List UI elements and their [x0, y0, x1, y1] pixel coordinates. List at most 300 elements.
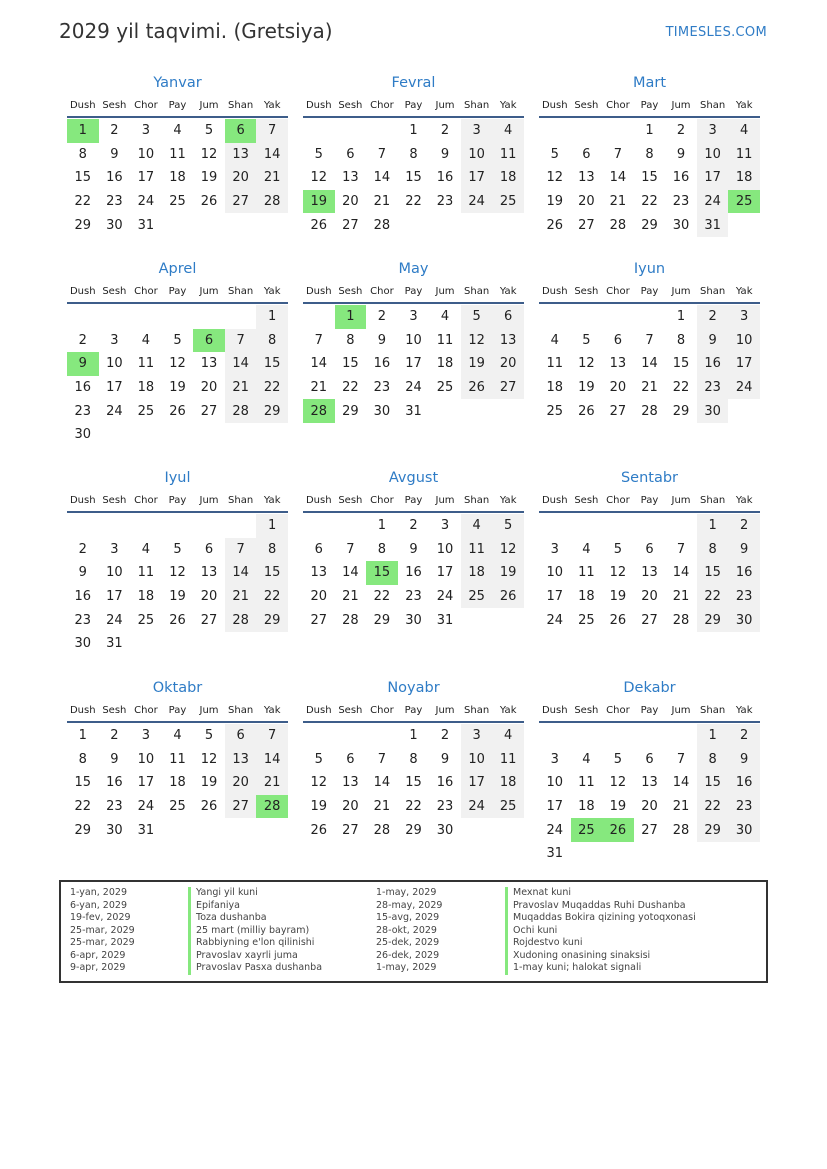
day-cell[interactable]: 2 [440, 728, 450, 744]
day-cell[interactable]: 23 [697, 376, 729, 400]
day-cell[interactable]: 27 [200, 612, 218, 628]
day-cell[interactable]: 1 [645, 123, 654, 139]
day-cell[interactable]: 11 [169, 751, 186, 767]
day-cell[interactable]: 9 [67, 352, 99, 376]
day-cell[interactable]: 31 [405, 403, 422, 419]
day-cell[interactable]: 15 [366, 561, 398, 585]
day-cell[interactable]: 7 [377, 146, 387, 162]
day-cell[interactable]: 10 [728, 329, 760, 353]
day-cell[interactable]: 2 [377, 309, 387, 325]
day-cell[interactable]: 24 [137, 194, 155, 210]
day-cell[interactable]: 8 [346, 332, 355, 348]
day-cell[interactable]: 20 [492, 352, 524, 376]
day-cell[interactable]: 30 [728, 818, 760, 842]
day-cell[interactable]: 3 [550, 541, 559, 557]
day-cell[interactable]: 11 [461, 538, 493, 562]
day-cell[interactable]: 16 [373, 356, 391, 372]
day-cell[interactable]: 28 [342, 612, 359, 628]
day-cell[interactable]: 14 [342, 565, 359, 581]
day-cell[interactable]: 19 [310, 799, 328, 815]
day-cell[interactable]: 11 [492, 748, 524, 772]
day-cell[interactable]: 30 [405, 612, 422, 628]
day-cell[interactable]: 13 [342, 775, 359, 791]
day-cell[interactable]: 17 [546, 589, 564, 605]
day-cell[interactable]: 16 [106, 775, 123, 791]
day-cell[interactable]: 31 [106, 636, 123, 652]
day-cell[interactable]: 25 [728, 190, 760, 214]
day-cell[interactable]: 29 [697, 608, 729, 632]
day-cell[interactable]: 4 [141, 332, 151, 348]
day-cell[interactable]: 22 [74, 194, 92, 210]
day-cell[interactable]: 15 [697, 561, 729, 585]
day-cell[interactable]: 26 [461, 376, 493, 400]
day-cell[interactable]: 17 [106, 589, 123, 605]
day-cell[interactable]: 7 [314, 332, 323, 348]
day-cell[interactable]: 16 [728, 561, 760, 585]
day-cell[interactable]: 16 [672, 170, 690, 186]
day-cell[interactable]: 3 [461, 119, 493, 143]
day-cell[interactable]: 26 [200, 799, 218, 815]
day-cell[interactable]: 14 [672, 775, 690, 791]
day-cell[interactable]: 6 [582, 146, 591, 162]
day-cell[interactable]: 30 [106, 217, 123, 233]
day-cell[interactable]: 6 [645, 541, 654, 557]
day-cell[interactable]: 7 [225, 329, 257, 353]
day-cell[interactable]: 19 [303, 190, 335, 214]
day-cell[interactable]: 28 [256, 190, 288, 214]
day-cell[interactable]: 9 [78, 565, 87, 581]
day-cell[interactable]: 26 [310, 822, 328, 838]
day-cell[interactable]: 23 [405, 589, 422, 605]
day-cell[interactable]: 13 [492, 329, 524, 353]
day-cell[interactable]: 23 [728, 585, 760, 609]
day-cell[interactable]: 23 [74, 612, 92, 628]
day-cell[interactable]: 30 [672, 217, 690, 233]
day-cell[interactable]: 13 [578, 170, 595, 186]
day-cell[interactable]: 24 [546, 612, 564, 628]
day-cell[interactable]: 28 [225, 399, 257, 423]
day-cell[interactable]: 26 [492, 585, 524, 609]
day-cell[interactable]: 9 [409, 541, 418, 557]
day-cell[interactable]: 12 [546, 170, 564, 186]
day-cell[interactable]: 12 [169, 565, 186, 581]
day-cell[interactable]: 13 [342, 170, 359, 186]
day-cell[interactable]: 5 [314, 751, 323, 767]
day-cell[interactable]: 27 [641, 822, 658, 838]
day-cell[interactable]: 10 [461, 748, 493, 772]
day-cell[interactable]: 2 [728, 724, 760, 748]
day-cell[interactable]: 18 [137, 589, 155, 605]
day-cell[interactable]: 10 [106, 565, 123, 581]
day-cell[interactable]: 5 [461, 305, 493, 329]
day-cell[interactable]: 18 [492, 771, 524, 795]
day-cell[interactable]: 25 [169, 194, 186, 210]
day-cell[interactable]: 4 [550, 332, 559, 348]
day-cell[interactable]: 30 [373, 403, 391, 419]
day-cell[interactable]: 27 [492, 376, 524, 400]
day-cell[interactable]: 8 [78, 146, 87, 162]
day-cell[interactable]: 22 [405, 194, 422, 210]
day-cell[interactable]: 8 [256, 329, 288, 353]
day-cell[interactable]: 30 [74, 636, 92, 652]
day-cell[interactable]: 16 [106, 170, 123, 186]
day-cell[interactable]: 12 [492, 538, 524, 562]
day-cell[interactable]: 26 [609, 612, 627, 628]
day-cell[interactable]: 2 [440, 123, 450, 139]
day-cell[interactable]: 8 [676, 332, 686, 348]
day-cell[interactable]: 11 [137, 356, 155, 372]
day-cell[interactable]: 13 [641, 775, 658, 791]
day-cell[interactable]: 4 [582, 541, 591, 557]
day-cell[interactable]: 5 [550, 146, 559, 162]
day-cell[interactable]: 26 [310, 217, 328, 233]
day-cell[interactable]: 30 [436, 822, 454, 838]
day-cell[interactable]: 8 [78, 751, 87, 767]
day-cell[interactable]: 15 [405, 775, 422, 791]
day-cell[interactable]: 10 [106, 356, 123, 372]
day-cell[interactable]: 1 [256, 514, 288, 538]
day-cell[interactable]: 5 [204, 123, 214, 139]
day-cell[interactable]: 22 [256, 585, 288, 609]
day-cell[interactable]: 21 [672, 799, 690, 815]
day-cell[interactable]: 26 [169, 612, 186, 628]
day-cell[interactable]: 16 [728, 771, 760, 795]
day-cell[interactable]: 16 [74, 380, 92, 396]
day-cell[interactable]: 31 [137, 217, 155, 233]
day-cell[interactable]: 6 [613, 332, 623, 348]
day-cell[interactable]: 25 [546, 403, 564, 419]
day-cell[interactable]: 12 [609, 775, 627, 791]
day-cell[interactable]: 7 [346, 541, 355, 557]
day-cell[interactable]: 12 [578, 356, 595, 372]
day-cell[interactable]: 4 [582, 751, 591, 767]
day-cell[interactable]: 1 [409, 123, 418, 139]
day-cell[interactable]: 28 [373, 217, 391, 233]
day-cell[interactable]: 24 [436, 589, 454, 605]
day-cell[interactable]: 12 [169, 356, 186, 372]
day-cell[interactable]: 13 [225, 748, 257, 772]
day-cell[interactable]: 1 [78, 728, 87, 744]
day-cell[interactable]: 25 [137, 403, 155, 419]
day-cell[interactable]: 21 [672, 589, 690, 605]
day-cell[interactable]: 17 [436, 565, 454, 581]
day-cell[interactable]: 14 [225, 352, 257, 376]
day-cell[interactable]: 3 [550, 751, 559, 767]
day-cell[interactable]: 18 [546, 380, 564, 396]
day-cell[interactable]: 10 [405, 332, 422, 348]
day-cell[interactable]: 20 [641, 589, 658, 605]
day-cell[interactable]: 28 [641, 403, 658, 419]
day-cell[interactable]: 6 [225, 724, 257, 748]
day-cell[interactable]: 13 [641, 565, 658, 581]
day-cell[interactable]: 21 [373, 799, 391, 815]
day-cell[interactable]: 21 [310, 380, 328, 396]
day-cell[interactable]: 22 [672, 380, 690, 396]
day-cell[interactable]: 29 [641, 217, 658, 233]
day-cell[interactable]: 25 [578, 612, 595, 628]
day-cell[interactable]: 13 [609, 356, 627, 372]
day-cell[interactable]: 16 [697, 352, 729, 376]
day-cell[interactable]: 17 [137, 170, 155, 186]
day-cell[interactable]: 17 [405, 356, 422, 372]
day-cell[interactable]: 16 [405, 565, 422, 581]
day-cell[interactable]: 30 [697, 399, 729, 423]
day-cell[interactable]: 21 [342, 589, 359, 605]
day-cell[interactable]: 28 [225, 608, 257, 632]
day-cell[interactable]: 14 [225, 561, 257, 585]
day-cell[interactable]: 17 [461, 166, 493, 190]
day-cell[interactable]: 9 [110, 146, 119, 162]
day-cell[interactable]: 10 [137, 751, 155, 767]
day-cell[interactable]: 24 [546, 822, 564, 838]
day-cell[interactable]: 19 [200, 170, 218, 186]
day-cell[interactable]: 16 [436, 775, 454, 791]
day-cell[interactable]: 26 [578, 403, 595, 419]
day-cell[interactable]: 23 [436, 799, 454, 815]
day-cell[interactable]: 5 [492, 514, 524, 538]
day-cell[interactable]: 26 [169, 403, 186, 419]
day-cell[interactable]: 5 [613, 751, 623, 767]
day-cell[interactable]: 4 [173, 728, 182, 744]
day-cell[interactable]: 2 [78, 332, 87, 348]
day-cell[interactable]: 28 [303, 399, 335, 423]
day-cell[interactable]: 17 [137, 775, 155, 791]
day-cell[interactable]: 12 [461, 329, 493, 353]
day-cell[interactable]: 11 [546, 356, 564, 372]
day-cell[interactable]: 20 [225, 166, 257, 190]
day-cell[interactable]: 10 [697, 143, 729, 167]
day-cell[interactable]: 13 [310, 565, 328, 581]
day-cell[interactable]: 29 [256, 399, 288, 423]
day-cell[interactable]: 24 [106, 612, 123, 628]
day-cell[interactable]: 22 [697, 795, 729, 819]
day-cell[interactable]: 18 [578, 799, 595, 815]
day-cell[interactable]: 20 [342, 194, 359, 210]
day-cell[interactable]: 25 [492, 795, 524, 819]
day-cell[interactable]: 9 [697, 329, 729, 353]
day-cell[interactable]: 9 [728, 748, 760, 772]
day-cell[interactable]: 20 [641, 799, 658, 815]
day-cell[interactable]: 19 [169, 589, 186, 605]
day-cell[interactable]: 17 [697, 166, 729, 190]
day-cell[interactable]: 3 [110, 541, 119, 557]
day-cell[interactable]: 22 [74, 799, 92, 815]
day-cell[interactable]: 29 [74, 217, 92, 233]
day-cell[interactable]: 15 [74, 775, 92, 791]
day-cell[interactable]: 7 [225, 538, 257, 562]
day-cell[interactable]: 22 [405, 799, 422, 815]
day-cell[interactable]: 24 [137, 799, 155, 815]
day-cell[interactable]: 20 [225, 771, 257, 795]
day-cell[interactable]: 16 [436, 170, 454, 186]
day-cell[interactable]: 11 [578, 775, 595, 791]
day-cell[interactable]: 1 [697, 724, 729, 748]
day-cell[interactable]: 15 [342, 356, 359, 372]
day-cell[interactable]: 20 [200, 380, 218, 396]
day-cell[interactable]: 2 [110, 123, 119, 139]
day-cell[interactable]: 24 [405, 380, 422, 396]
day-cell[interactable]: 15 [74, 170, 92, 186]
day-cell[interactable]: 23 [106, 194, 123, 210]
day-cell[interactable]: 19 [461, 352, 493, 376]
day-cell[interactable]: 27 [609, 403, 627, 419]
day-cell[interactable]: 2 [728, 514, 760, 538]
day-cell[interactable]: 21 [256, 771, 288, 795]
day-cell[interactable]: 21 [609, 194, 627, 210]
day-cell[interactable]: 29 [74, 822, 92, 838]
day-cell[interactable]: 11 [578, 565, 595, 581]
day-cell[interactable]: 27 [641, 612, 658, 628]
day-cell[interactable]: 8 [377, 541, 387, 557]
day-cell[interactable]: 23 [672, 194, 690, 210]
day-cell[interactable]: 24 [461, 190, 493, 214]
day-cell[interactable]: 26 [602, 818, 634, 842]
day-cell[interactable]: 31 [436, 612, 454, 628]
day-cell[interactable]: 18 [169, 170, 186, 186]
day-cell[interactable]: 10 [436, 541, 454, 557]
day-cell[interactable]: 20 [342, 799, 359, 815]
day-cell[interactable]: 7 [645, 332, 654, 348]
day-cell[interactable]: 7 [676, 751, 686, 767]
day-cell[interactable]: 8 [697, 748, 729, 772]
day-cell[interactable]: 14 [256, 748, 288, 772]
day-cell[interactable]: 9 [377, 332, 387, 348]
day-cell[interactable]: 2 [676, 123, 686, 139]
day-cell[interactable]: 18 [137, 380, 155, 396]
day-cell[interactable]: 27 [200, 403, 218, 419]
day-cell[interactable]: 28 [672, 822, 690, 838]
day-cell[interactable]: 18 [578, 589, 595, 605]
day-cell[interactable]: 27 [225, 795, 257, 819]
day-cell[interactable]: 18 [492, 166, 524, 190]
day-cell[interactable]: 28 [256, 795, 288, 819]
day-cell[interactable]: 13 [200, 356, 218, 372]
day-cell[interactable]: 7 [256, 119, 288, 143]
day-cell[interactable]: 20 [310, 589, 328, 605]
day-cell[interactable]: 4 [440, 309, 450, 325]
day-cell[interactable]: 26 [546, 217, 564, 233]
day-cell[interactable]: 5 [173, 332, 182, 348]
day-cell[interactable]: 5 [613, 541, 623, 557]
day-cell[interactable]: 3 [440, 518, 450, 534]
day-cell[interactable]: 22 [373, 589, 391, 605]
day-cell[interactable]: 21 [225, 376, 257, 400]
day-cell[interactable]: 19 [609, 799, 627, 815]
day-cell[interactable]: 12 [310, 775, 328, 791]
day-cell[interactable]: 30 [74, 427, 92, 443]
day-cell[interactable]: 19 [169, 380, 186, 396]
day-cell[interactable]: 4 [492, 119, 524, 143]
day-cell[interactable]: 6 [346, 146, 355, 162]
day-cell[interactable]: 31 [546, 846, 564, 862]
day-cell[interactable]: 6 [193, 329, 225, 353]
day-cell[interactable]: 24 [461, 795, 493, 819]
day-cell[interactable]: 4 [141, 541, 151, 557]
day-cell[interactable]: 19 [578, 380, 595, 396]
day-cell[interactable]: 8 [645, 146, 654, 162]
day-cell[interactable]: 17 [106, 380, 123, 396]
day-cell[interactable]: 16 [74, 589, 92, 605]
day-cell[interactable]: 11 [137, 565, 155, 581]
day-cell[interactable]: 27 [578, 217, 595, 233]
day-cell[interactable]: 20 [578, 194, 595, 210]
day-cell[interactable]: 14 [609, 170, 627, 186]
day-cell[interactable]: 2 [409, 518, 418, 534]
day-cell[interactable]: 1 [335, 305, 367, 329]
day-cell[interactable]: 2 [110, 728, 119, 744]
day-cell[interactable]: 9 [676, 146, 686, 162]
day-cell[interactable]: 4 [461, 514, 493, 538]
day-cell[interactable]: 4 [728, 119, 760, 143]
day-cell[interactable]: 28 [672, 612, 690, 628]
day-cell[interactable]: 8 [256, 538, 288, 562]
day-cell[interactable]: 6 [204, 541, 214, 557]
day-cell[interactable]: 6 [314, 541, 323, 557]
day-cell[interactable]: 27 [342, 217, 359, 233]
day-cell[interactable]: 8 [409, 146, 418, 162]
day-cell[interactable]: 15 [697, 771, 729, 795]
day-cell[interactable]: 23 [728, 795, 760, 819]
day-cell[interactable]: 11 [436, 332, 454, 348]
day-cell[interactable]: 24 [728, 376, 760, 400]
day-cell[interactable]: 18 [728, 166, 760, 190]
day-cell[interactable]: 2 [78, 541, 87, 557]
day-cell[interactable]: 13 [200, 565, 218, 581]
day-cell[interactable]: 27 [225, 190, 257, 214]
day-cell[interactable]: 3 [409, 309, 418, 325]
day-cell[interactable]: 17 [728, 352, 760, 376]
day-cell[interactable]: 6 [492, 305, 524, 329]
day-cell[interactable]: 11 [169, 146, 186, 162]
day-cell[interactable]: 22 [641, 194, 658, 210]
day-cell[interactable]: 3 [461, 724, 493, 748]
day-cell[interactable]: 14 [373, 775, 391, 791]
day-cell[interactable]: 31 [137, 822, 155, 838]
day-cell[interactable]: 22 [697, 585, 729, 609]
day-cell[interactable]: 10 [546, 565, 564, 581]
day-cell[interactable]: 14 [256, 143, 288, 167]
day-cell[interactable]: 23 [436, 194, 454, 210]
day-cell[interactable]: 4 [173, 123, 182, 139]
day-cell[interactable]: 4 [492, 724, 524, 748]
day-cell[interactable]: 14 [373, 170, 391, 186]
day-cell[interactable]: 3 [110, 332, 119, 348]
day-cell[interactable]: 26 [200, 194, 218, 210]
day-cell[interactable]: 25 [169, 799, 186, 815]
day-cell[interactable]: 7 [377, 751, 387, 767]
day-cell[interactable]: 18 [461, 561, 493, 585]
day-cell[interactable]: 23 [373, 380, 391, 396]
day-cell[interactable]: 15 [256, 561, 288, 585]
day-cell[interactable]: 11 [492, 143, 524, 167]
site-link[interactable]: TIMESLES.COM [665, 25, 767, 40]
day-cell[interactable]: 25 [571, 818, 603, 842]
day-cell[interactable]: 21 [225, 585, 257, 609]
day-cell[interactable]: 8 [697, 538, 729, 562]
day-cell[interactable]: 7 [676, 541, 686, 557]
day-cell[interactable]: 6 [225, 119, 257, 143]
day-cell[interactable]: 9 [440, 146, 450, 162]
day-cell[interactable]: 19 [492, 561, 524, 585]
day-cell[interactable]: 17 [546, 799, 564, 815]
day-cell[interactable]: 23 [106, 799, 123, 815]
day-cell[interactable]: 19 [200, 775, 218, 791]
day-cell[interactable]: 1 [409, 728, 418, 744]
day-cell[interactable]: 29 [405, 822, 422, 838]
day-cell[interactable]: 8 [409, 751, 418, 767]
day-cell[interactable]: 15 [672, 356, 690, 372]
day-cell[interactable]: 12 [609, 565, 627, 581]
